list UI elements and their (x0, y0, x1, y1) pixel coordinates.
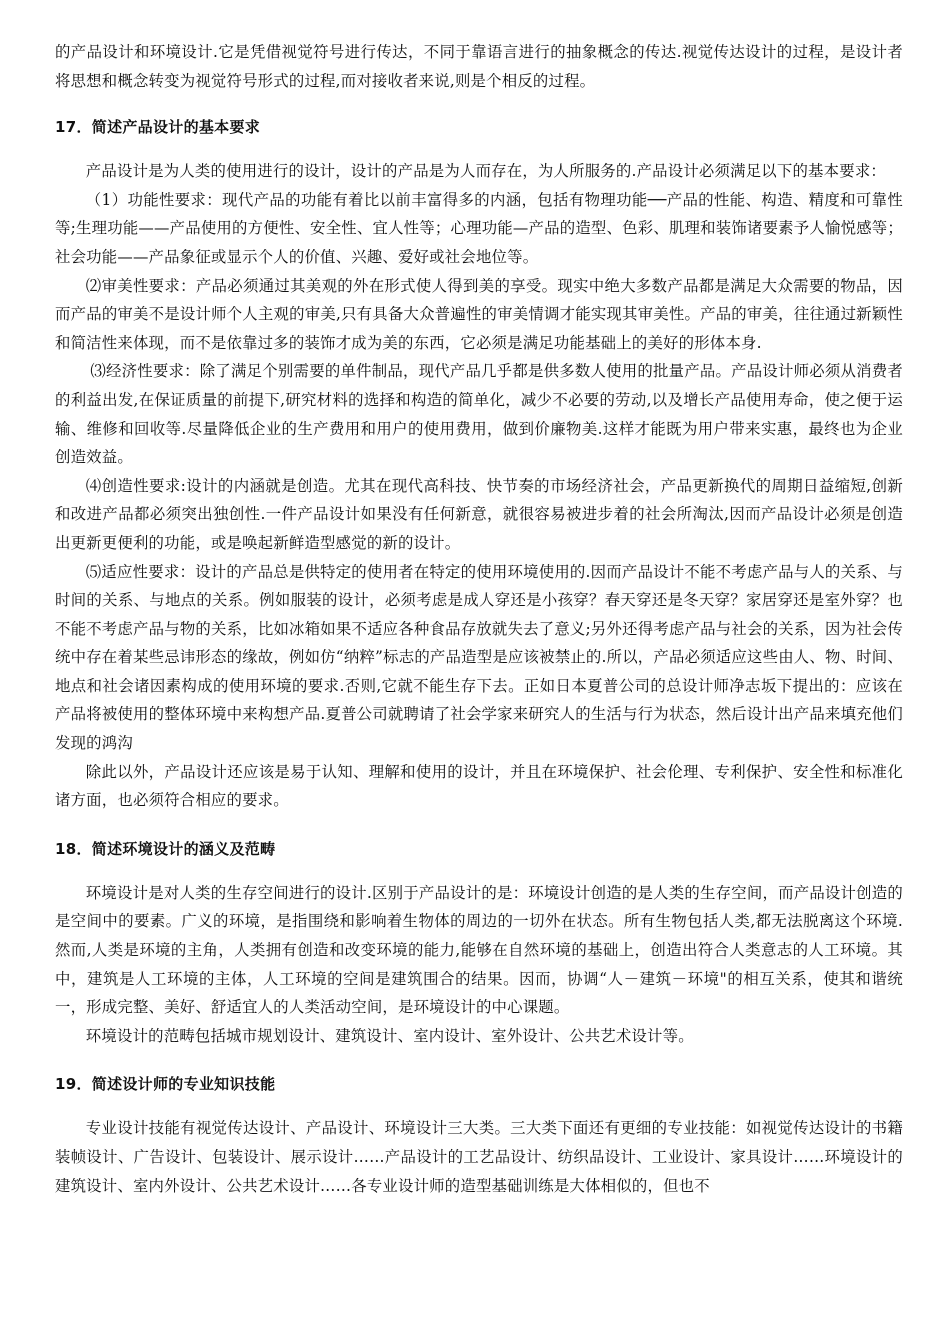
section-17-paragraph-4: ⑶经济性要求：除了满足个别需要的单件制品，现代产品几乎都是供多数人使用的批量产品。产品设计师必须从消费者的利益出发,在保证质量的前提下,研究材料的选择和构造的简单化，减少不必要的劳动,以及增长产品使用寿命，使之便于运输、维修和回收等.尽量降低企业的生产费用和用户的使用费用，做到价廉物美.这样才能既为用户带来实惠，最终也为企业创造效益。 (55, 362, 903, 467)
document-page (55, 38, 903, 1200)
section-17-paragraph-7: 除此以外，产品设计还应该是易于认知、理解和使用的设计，并且在环境保护、社会伦理、专利保护、安全性和标准化诸方面，也必须符合相应的要求。 (55, 762, 903, 810)
section-17-paragraph-6: ⑸适应性要求：设计的产品总是供特定的使用者在特定的使用环境使用的.因而产品设计不能不考虑产品与人的关系、与时间的关系、与地点的关系。例如服装的设计，必须考虑是成人穿还是小孩穿？春天穿还是冬天穿？家居穿还是室外穿？也不能不考虑产品与物的关系，比如冰箱如果不适应各种食品存放就失去了意义;另外还得考虑产品与社会的关系，因为社会传统中存在着某些忌讳形态的缘故，例如仿“纳粹”标志的产品造型是应该被禁止的.所以，产品必须适应这些由人、物、时间、地点和社会诸因素构成的使用环境的要求.否则,它就不能生存下去。正如日本夏普公司的总设计师净志坂下提出的：应该在产品将被使用的整体环境中来构想产品.夏普公司就聘请了社会学家来研究人的生活与行为状态，然后设计出产品来填充他们发现的鸿沟 (55, 562, 903, 753)
section-17-heading: 17．简述产品设计的基本要求 (55, 118, 261, 137)
section-18-paragraph-2: 环境设计的范畴包括城市规划设计、建筑设计、室内设计、室外设计、公共艺术设计等。 (85, 1026, 694, 1045)
section-17-paragraph-1: 产品设计是为人类的使用进行的设计，设计的产品是为人而存在，为人所服务的.产品设计必须满足以下的基本要求： (85, 162, 887, 181)
section-18-paragraph-1: 环境设计是对人类的生存空间进行的设计.区别于产品设计的是：环境设计创造的是人类的生存空间，而产品设计创造的是空间中的要素。广义的环境，是指围绕和影响着生物体的周边的一切外在状态。所有生物包括人类,都无法脱离这个环境.然而,人类是环境的主角，人类拥有创造和改变环境的能力,能够在自然环境的基础上，创造出符合人类意志的人工环境。其中，建筑是人工环境的主体，人工环境的空间是建筑围合的结果。因而，协调“人－建筑－环境"的相互关系，使其和谐统一，形成完整、美好、舒适宜人的人类活动空间，是环境设计的中心课题。 (55, 883, 903, 1017)
section-19-heading: 19．简述设计师的专业知识技能 (55, 1075, 276, 1094)
section-18-heading: 18．简述环境设计的涵义及范畴 (55, 839, 276, 858)
section-17-paragraph-5: ⑷创造性要求:设计的内涵就是创造。尤其在现代高科技、快节奏的市场经济社会，产品更新换代的周期日益缩短,创新和改进产品都必须突出独创性.一件产品设计如果没有任何新意，就很容易被进步着的社会所淘汰,因而产品设计必须是创造出更新更便利的功能，或是唤起新鲜造型感觉的新的设计。 (55, 476, 903, 552)
section-17-paragraph-3: ⑵审美性要求：产品必须通过其美观的外在形式使人得到美的享受。现实中绝大多数产品都是满足大众需要的物品，因而产品的审美不是设计师个人主观的审美,只有具备大众普遍性的审美情调才能实现其审美性。产品的审美，往往通过新颖性和简洁性来体现，而不是依靠过多的装饰才成为美的东西，它必须是满足功能基础上的美好的形体本身. (55, 276, 903, 352)
section-19-paragraph-1: 专业设计技能有视觉传达设计、产品设计、环境设计三大类。三大类下面还有更细的专业技能：如视觉传达设计的书籍装帧设计、广告设计、包装设计、展示设计……产品设计的工艺品设计、纺织品设计、工业设计、家具设计……环境设计的建筑设计、室内外设计、公共艺术设计……各专业设计师的造型基础训练是大体相似的，但也不 (55, 1119, 903, 1195)
intro-paragraph: 的产品设计和环境设计.它是凭借视觉符号进行传达，不同于靠语言进行的抽象概念的传达.视觉传达设计的过程，是设计者将思想和概念转变为视觉符号形式的过程,而对接收者来说,则是个相反的过程。 (55, 43, 903, 90)
section-17-paragraph-2: （1）功能性要求：现代产品的功能有着比以前丰富得多的内涵，包括有物理功能──产品的性能、构造、精度和可靠性等;生理功能——产品使用的方便性、安全性、宜人性等；心理功能—产品的造型、色彩、肌理和装饰诸要素予人愉悦感等；社会功能——产品象征或显示个人的价值、兴趣、爱好或社会地位等。 (55, 190, 903, 266)
